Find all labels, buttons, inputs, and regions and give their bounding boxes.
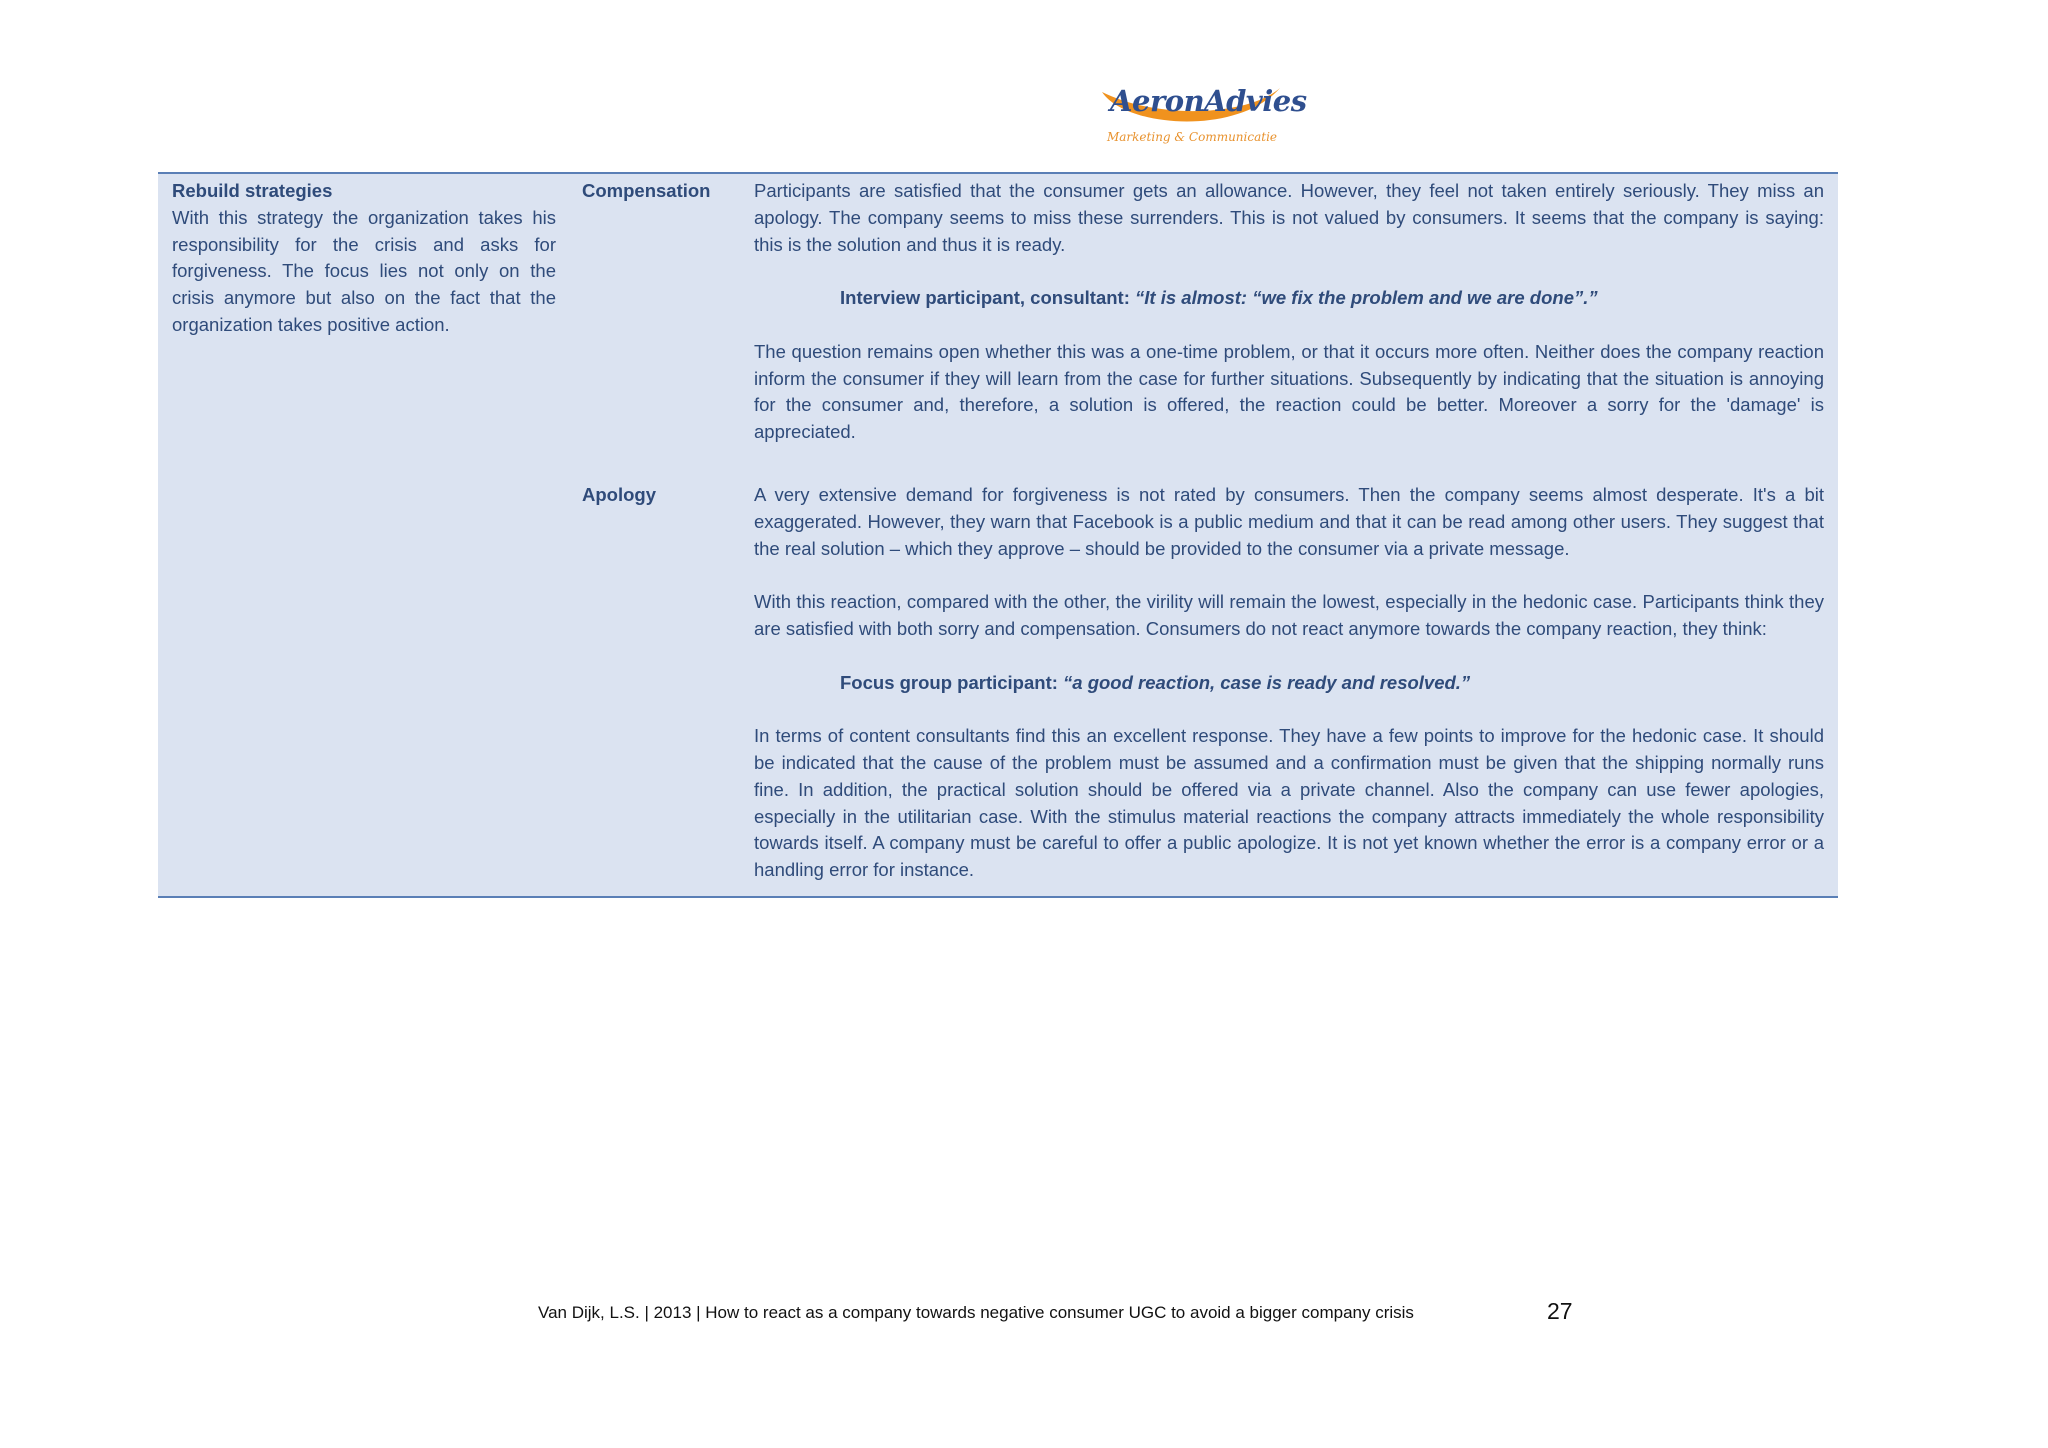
row-label-apology: Apology [582,484,656,505]
quote-text: “a good reaction, case is ready and resolved.” [1063,671,1471,693]
page-footer: Van Dijk, L.S. | 2013 | How to react as a company towards negative consumer UGC to avoid a bigger company crisis [538,1303,1414,1322]
page-number: 27 [1547,1298,1573,1324]
strategy-table [158,172,1838,898]
company-logo [1098,80,1307,150]
quote-text: “It is almost: “we fix the problem and we are done”.” [1135,287,1598,309]
logo-name: AeronAdvies [1110,84,1307,118]
apology-paragraph: In terms of content consultants find this an excellent response. They have a few points to improve for the hedonic case. It should be indicated that the cause of the problem must be assumed and a confirmation must be given that the shipping normally runs fine. In addition, the practical solution should be offered via a private channel. Also the company can use fewer apologies, especially in the utilitarian case. With the stimulus material reactions the company attracts immediately the whole responsibility towards itself. A company must be careful to offer a public apologize. It is not yet known whether the error is a company error or a handling error for instance. [754,725,1824,881]
logo-subtitle: Marketing & Communicatie [1106,130,1278,144]
row-label-compensation: Compensation [582,180,711,201]
apology-quote [754,670,1824,697]
apology-paragraph: With this reaction, compared with the other, the virility will remain the lowest, especially in the hedonic case. Participants think they are satisfied with both sorry and compensation. Consumers do not react anymore towards the company reaction, they think: [754,591,1824,639]
compensation-content [754,178,1824,473]
compensation-paragraph: The question remains open whether this was a one-time problem, or that it occurs more often. Neither does the company reaction inform the consumer if they will learn from the case for further situations. Subsequently by indicating that the situation is annoying for the consumer and, therefore, a solution is offered, the reaction could be better. Moreover a sorry for the 'damage' is appreciated. [754,340,1824,443]
strategy-description-cell [172,178,556,339]
quote-speaker: Interview participant, consultant: [840,287,1130,309]
compensation-paragraph: Participants are satisfied that the consumer gets an allowance. However, they feel not taken entirely seriously. They miss an apology. The company seems to miss these surrenders. This is not valued by consumers. It seems that the company is saying: this is the solution and thus it is ready. [754,180,1824,255]
apology-content [754,482,1824,911]
strategy-title: Rebuild strategies [172,180,333,201]
strategy-description: With this strategy the organization takes his responsibility for the crisis and asks for forgiveness. The focus lies not only on the crisis anymore but also on the fact that the organization takes positive action. [172,206,556,335]
compensation-quote [754,285,1824,312]
quote-speaker: Focus group participant: [840,671,1058,693]
apology-paragraph: A very extensive demand for forgiveness is not rated by consumers. Then the company seems almost desperate. It's a bit exaggerated. However, they warn that Facebook is a public medium and that it can be read among other users. They suggest that the real solution – which they approve – should be provided to the consumer via a private message. [754,484,1824,559]
